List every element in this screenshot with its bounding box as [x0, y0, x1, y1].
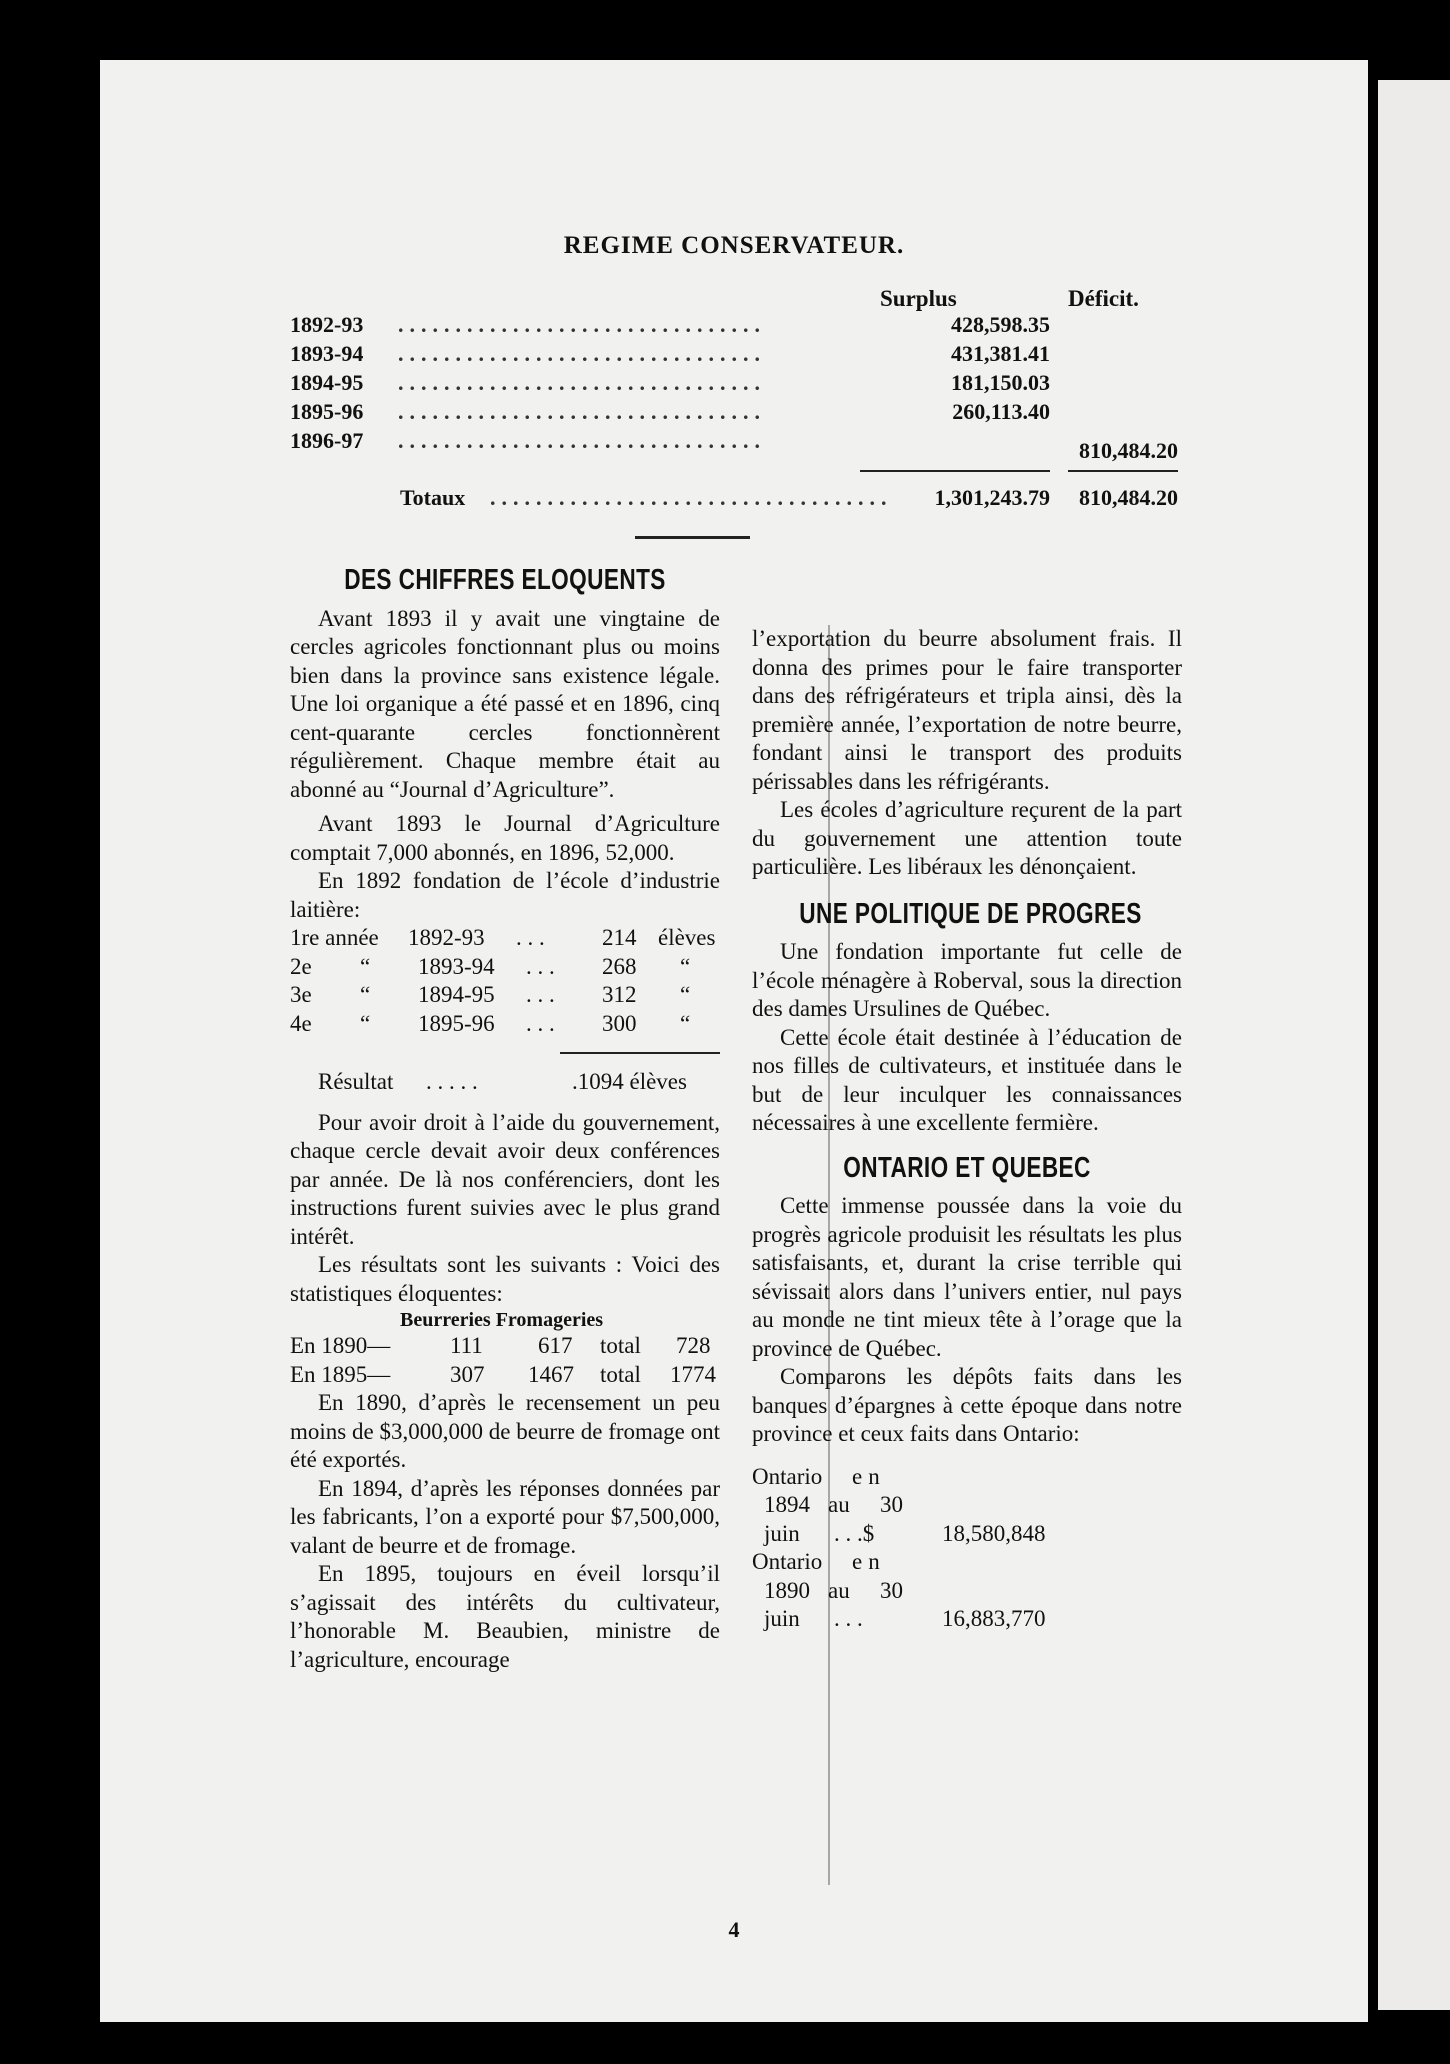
ditto-mark: “: [360, 982, 371, 1007]
ecole-count: 268: [602, 953, 637, 979]
ecole-count: 214: [602, 925, 637, 950]
paragraph: En 1894, d’après les réponses données par les fabricants, l’on a exporté pour $7,500,000, valant de beurre et de fromage.: [290, 1475, 720, 1558]
paragraph: Comparons les dépôts faits dans les banques d’épargnes à cette époque dans notre province et ceux faits dans Ontario:: [752, 1364, 1182, 1446]
leader-dots: ...................................: [490, 485, 893, 510]
ontario-line: [752, 1463, 1182, 1492]
leader-dots: . . .: [834, 1606, 863, 1631]
ontario-line: [752, 1491, 1182, 1520]
regime-row: [290, 428, 1290, 463]
ontario-deposit-value: 18,580,848: [942, 1520, 1046, 1546]
paragraph: Une fondation importante fut celle de l’école ménagère à Roberval, sous la direction des dames Ursulines de Québec.: [752, 939, 1182, 1021]
ecole-period: 1893-94: [418, 953, 495, 979]
deficit-rule: [1068, 470, 1178, 472]
stat-year: En 1895—: [290, 1361, 391, 1387]
heading-politique: UNE POLITIQUE DE PROGRES: [799, 897, 1142, 930]
total-label: Totaux: [400, 485, 466, 510]
ontario-month: juin: [764, 1606, 800, 1631]
ontario-label: Ontario: [752, 1463, 823, 1489]
ditto-mark: “: [680, 953, 691, 979]
leader-dots: . . .: [526, 1010, 555, 1036]
regime-row: [290, 341, 1290, 371]
leader-dots: . . .: [526, 982, 555, 1007]
stat-total-label: total: [600, 1333, 641, 1358]
regime-row: [290, 399, 1290, 429]
ditto-mark: “: [360, 1010, 371, 1036]
ontario-deposit-value: 16,883,770: [942, 1606, 1046, 1631]
ontario-line: [752, 1605, 1182, 1634]
surplus-header: Surplus: [880, 286, 957, 311]
regime-year: 1896-97: [290, 428, 364, 453]
stat-fromageries: 1467: [528, 1361, 574, 1387]
section-divider: [635, 536, 750, 539]
paragraph: En 1890, d’après le recensement un peu moins de $3,000,000 de beurre de fromage ont été exportés.: [290, 1390, 720, 1472]
stat-beurreries: 307: [450, 1361, 485, 1387]
document-page: [100, 60, 1368, 2022]
ontario-year: 1890: [764, 1577, 810, 1603]
ecole-period: 1895-96: [418, 1010, 495, 1036]
stat-total-label: total: [600, 1361, 641, 1387]
paragraph: Les résultats sont les suivants : Voici des statistiques éloquentes:: [290, 1252, 720, 1306]
regime-total-row: [400, 485, 1300, 515]
paragraph: Avant 1893 le Journal d’Agriculture comptait 7,000 abonnés, en 1896, 52,000.: [290, 811, 720, 865]
regime-title: REGIME CONSERVATEUR.: [563, 232, 905, 259]
resultat-row: [290, 1068, 720, 1097]
ditto-mark: “: [360, 953, 371, 979]
stats-header: Beurreries Fromageries: [400, 1309, 604, 1331]
paragraph: Les écoles d’agriculture reçurent de la part du gouvernement une attention toute particulière. Les libéraux les dénonçaient.: [752, 797, 1182, 879]
ontario-line: [752, 1520, 1182, 1549]
leader-dots: ................................: [398, 428, 766, 453]
regime-year: 1895-96: [290, 399, 364, 424]
leader-dots: . . .: [516, 925, 545, 950]
ecole-count: 312: [602, 982, 637, 1007]
stat-total-value: 1774: [670, 1361, 716, 1387]
regime-surplus: 260,113.40: [952, 399, 1050, 424]
paragraph: Pour avoir droit à l’aide du gouvernement, chaque cercle devait avoir deux conférences par année. De là nos conférenciers, dont les instructions furent suivies avec le plus grand intérêt.: [290, 1109, 720, 1249]
ontario-label: Ontario: [752, 1549, 823, 1574]
regime-year: 1894-95: [290, 370, 364, 395]
ecole-year-label: 3e: [290, 982, 312, 1007]
ditto-mark: “: [680, 1010, 691, 1036]
heading-ontario: ONTARIO ET QUEBEC: [843, 1151, 1091, 1184]
ontario-line: [752, 1577, 1182, 1606]
regime-deficit: 810,484.20: [1079, 438, 1178, 463]
ontario-day: 30: [880, 1492, 903, 1517]
ontario-line: [752, 1548, 1182, 1577]
regime-row: [290, 312, 1290, 342]
ecole-count: 300: [602, 1010, 637, 1036]
ontario-day: 30: [880, 1577, 903, 1603]
leader-dots: ................................: [398, 341, 766, 366]
ecole-year-label: 2e: [290, 953, 312, 979]
leader-dots: ................................: [398, 312, 766, 337]
stat-total-value: 728: [676, 1333, 711, 1358]
stat-fromageries: 617: [538, 1333, 573, 1358]
ecole-row: [290, 1010, 720, 1039]
ontario-word: au: [828, 1492, 850, 1517]
total-deficit: 810,484.20: [1079, 485, 1178, 510]
total-surplus: 1,301,243.79: [934, 485, 1050, 510]
stats-row: [290, 1332, 720, 1361]
ontario-word: en: [852, 1549, 886, 1574]
ditto-mark: “: [680, 982, 691, 1007]
resultat-value: .1094 élèves: [572, 1069, 687, 1094]
ontario-word: en: [852, 1463, 886, 1489]
page-number: 4: [728, 1917, 740, 1942]
ecole-period: 1894-95: [418, 982, 495, 1007]
ecole-row: [290, 981, 720, 1010]
regime-surplus: 181,150.03: [951, 370, 1050, 395]
ecole-period: 1892-93: [408, 925, 485, 950]
leader-dots: ................................: [398, 370, 766, 395]
ontario-word: au: [828, 1577, 850, 1603]
paragraph: En 1892 fondation de l’école d’industrie laitière:: [290, 868, 720, 922]
leader-dots: ................................: [398, 399, 766, 424]
regime-year: 1892-93: [290, 312, 364, 337]
regime-year: 1893-94: [290, 341, 364, 366]
sum-rule: [560, 1052, 720, 1054]
leader-dots: . . . . .: [426, 1069, 478, 1094]
paragraph: l’exportation du beurre absolument frais. Il donna des primes pour le faire transporter dans des réfrigérateurs et tripla ainsi, dès la première année, l’exportation de notre beurre, fondant ainsi le transport des produits périssables dans les réfrigérants.: [752, 626, 1182, 794]
stat-beurreries: 111: [450, 1333, 483, 1358]
stats-row: [290, 1361, 720, 1390]
ecole-row: [290, 924, 720, 953]
regime-surplus: 431,381.41: [951, 341, 1050, 366]
ecole-unit: élèves: [658, 925, 716, 950]
ontario-year: 1894: [764, 1492, 810, 1517]
right-column: [752, 625, 1182, 1634]
leader-dots: . . .$: [834, 1520, 875, 1546]
surplus-rule: [860, 470, 1050, 472]
paragraph: Avant 1893 il y avait une vingtaine de cercles agricoles fonctionnant plus ou moins bien dans la province sans existence légale. Une loi organique a été passé et en 1896, cinq cent-quarante cercles fonctionnèrent régulièrement. Chaque membre était au abonné au “Journal d’Agriculture”.: [290, 605, 720, 802]
ontario-month: juin: [764, 1520, 800, 1546]
leader-dots: . . .: [526, 953, 555, 979]
adjacent-page-edge: [1378, 80, 1450, 2010]
deficit-header: Déficit.: [1068, 286, 1139, 311]
stat-year: En 1890—: [290, 1333, 391, 1358]
left-column: [290, 560, 720, 1674]
resultat-label: Résultat: [318, 1069, 394, 1094]
regime-row: [290, 370, 1290, 400]
ecole-year-label: 4e: [290, 1010, 312, 1036]
ecole-row: [290, 953, 720, 982]
heading-chiffres: DES CHIFFRES ELOQUENTS: [344, 564, 666, 596]
paragraph: Cette école était destinée à l’éducation de nos filles de cultivateurs, et instituée dans le but de leur inculquer les connaissances nécessaires à une excellente fermière.: [752, 1024, 1182, 1135]
ecole-year-label: 1re année: [290, 925, 379, 950]
paragraph: En 1895, toujours en éveil lorsqu’il s’agissait des intérêts du cultivateur, l’honorable M. Beaubien, ministre de l’agriculture, encourage: [290, 1561, 720, 1672]
regime-surplus: 428,598.35: [951, 312, 1050, 337]
paragraph: Cette immense poussée dans la voie du progrès agricole produisit les résultats les plus satisfaisants, et, durant la crise terrible qui sévissait alors dans l’univers entier, nul pays au monde ne tint mieux tête à l’orage que la province de Québec.: [752, 1193, 1182, 1361]
